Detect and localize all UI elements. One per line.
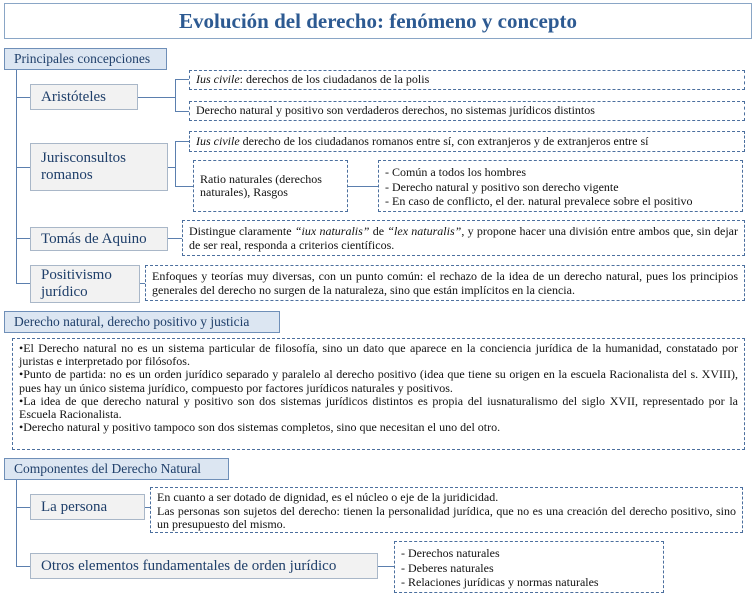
section-header-derecho-label: Derecho natural, derecho positivo y justicia	[14, 314, 250, 329]
otros-list	[401, 546, 657, 590]
node-positivismo	[30, 265, 140, 303]
note-positivismo-text: Enfoques y teorías muy diversas, con un punto común: el rechazo de la idea de un derecho natural, pues los principios generales del derecho no surgen de la naturaleza, sino que están implícitos en la ciencia.	[152, 269, 738, 297]
node-tomas-label: Tomás de Aquino	[41, 230, 147, 247]
connector-tomas-note	[168, 238, 182, 239]
tree-trunk-componentes	[16, 480, 17, 567]
connector-tomas	[16, 238, 30, 239]
derecho-bullet: •Derecho natural y positivo tampoco son dos sistemas completos, sino que necesitan el uno del otro.	[19, 420, 501, 435]
node-otros-elementos	[30, 553, 378, 579]
rasgo-item: - Derecho natural y positivo son derecho vigente	[385, 179, 619, 194]
rasgo-item: - Común a todos los hombres	[385, 165, 526, 179]
node-aristoteles	[30, 84, 138, 110]
note-jurisconsultos-ius-civile	[189, 131, 745, 152]
note-positivismo	[145, 265, 745, 301]
node-tomas	[30, 227, 168, 251]
derecho-bullet: •La idea de que derecho natural y positivo son dos sistemas jurídicos distintos es propia del iusnaturalismo del siglo XVII, representado por la Escuela Racionalista.	[19, 393, 738, 422]
otros-item: - Deberes naturales	[401, 560, 494, 575]
note-otros-elementos	[394, 541, 664, 593]
rasgos-list	[385, 165, 736, 209]
bracket-jurisconsultos	[175, 141, 176, 186]
note-persona	[150, 487, 743, 533]
connector-aristoteles	[16, 97, 30, 98]
title-box	[4, 3, 752, 39]
note-rasgos	[378, 160, 743, 212]
note-aristoteles-derecho	[189, 101, 745, 121]
connector-aristoteles-note2	[175, 111, 189, 112]
page-title: Evolución del derecho: fenómeno y concepto	[179, 8, 577, 33]
note-tomas-b: de	[369, 224, 388, 238]
iux-naturalis-term: “iux naturalis”	[294, 224, 370, 238]
rasgo-item: - En caso de conflicto, el der. natural prevalece sobre el positivo	[385, 194, 693, 208]
note-persona-line1: En cuanto a ser dotado de dignidad, es el núcleo o eje de la juridicidad.	[157, 490, 499, 504]
connector-otros-note	[378, 566, 394, 567]
otros-item: - Relaciones jurídicas y normas naturales	[401, 575, 599, 589]
ius-civile-term-2: Ius civile	[196, 133, 240, 148]
node-jurisconsultos-label: Jurisconsultos romanos	[41, 150, 127, 183]
section-header-concepciones-label: Principales concepciones	[14, 51, 151, 66]
note-aristoteles-derecho-text: Derecho natural y positivo son verdaderos derechos, no sistemas jurídicos distintos	[196, 103, 595, 118]
otros-item: - Derechos naturales	[401, 546, 500, 560]
derecho-bullets-box	[12, 338, 745, 450]
derecho-bullet: •El Derecho natural no es un sistema particular de filosofía, sino un dato que aparece en la conciencia jurídica de la humanidad, constatado por juristas e interpretado por filósofos.	[19, 341, 738, 369]
note-ratio-naturales-text: Ratio naturales (derechos naturales), Rasgos	[200, 171, 322, 199]
lex-naturalis-term: “lex naturalis”	[387, 224, 462, 238]
connector-aristoteles-note1	[175, 79, 189, 80]
connector-jurisconsultos	[16, 167, 30, 168]
note-persona-line2: Las personas son sujetos del derecho: tienen la personalidad jurídica, que no es una creación del derecho positivo, sino un presupuesto del mismo.	[157, 503, 736, 531]
connector-persona	[16, 507, 30, 508]
section-header-componentes	[4, 458, 229, 480]
ius-civile-text-2: derecho de los ciudadanos romanos entre sí, con extranjeros y de extranjeros entre sí	[239, 133, 649, 148]
tree-trunk-concepciones	[16, 70, 17, 283]
section-header-componentes-label: Componentes del Derecho Natural	[14, 461, 202, 476]
note-ratio-naturales	[193, 160, 348, 212]
ius-civile-term: Ius civile	[196, 72, 240, 87]
section-header-derecho	[4, 311, 280, 333]
node-otros-elementos-label: Otros elementos fundamentales de orden jurídico	[41, 557, 337, 574]
connector-jurisconsultos-ratio	[175, 186, 193, 187]
derecho-bullet: •Punto de partida: no es un orden jurídico separado y paralelo al derecho positivo (idea que tiene su origen en la escuela Racionalista del s. XVIII), pues hay un único sistema jurídico, compuesto por factores jurídicos naturales y positivos.	[19, 367, 738, 395]
note-tomas-a: Distingue claramente	[189, 224, 295, 238]
node-aristoteles-label: Aristóteles	[41, 88, 106, 105]
connector-otros	[16, 566, 30, 567]
note-aristoteles-ius-civile	[189, 70, 745, 90]
connector-jurisconsultos-note1	[175, 141, 189, 142]
section-header-concepciones	[4, 48, 167, 70]
node-persona-label: La persona	[41, 498, 108, 515]
connector-aristoteles-notes	[138, 97, 175, 98]
note-tomas	[182, 220, 745, 256]
bracket-aristoteles	[175, 79, 176, 112]
node-persona	[30, 494, 145, 520]
note-tomas-c: , y propone hacer una división entre ambos que, sin dejar de ser real, responda a criterios científicos.	[189, 224, 738, 252]
node-jurisconsultos	[30, 143, 168, 191]
connector-ratio-rasgos	[348, 186, 378, 187]
node-positivismo-label: Positivismo jurídico	[41, 267, 112, 300]
ius-civile-text: : derechos de los ciudadanos de la polis	[239, 72, 430, 87]
connector-positivismo	[16, 283, 30, 284]
